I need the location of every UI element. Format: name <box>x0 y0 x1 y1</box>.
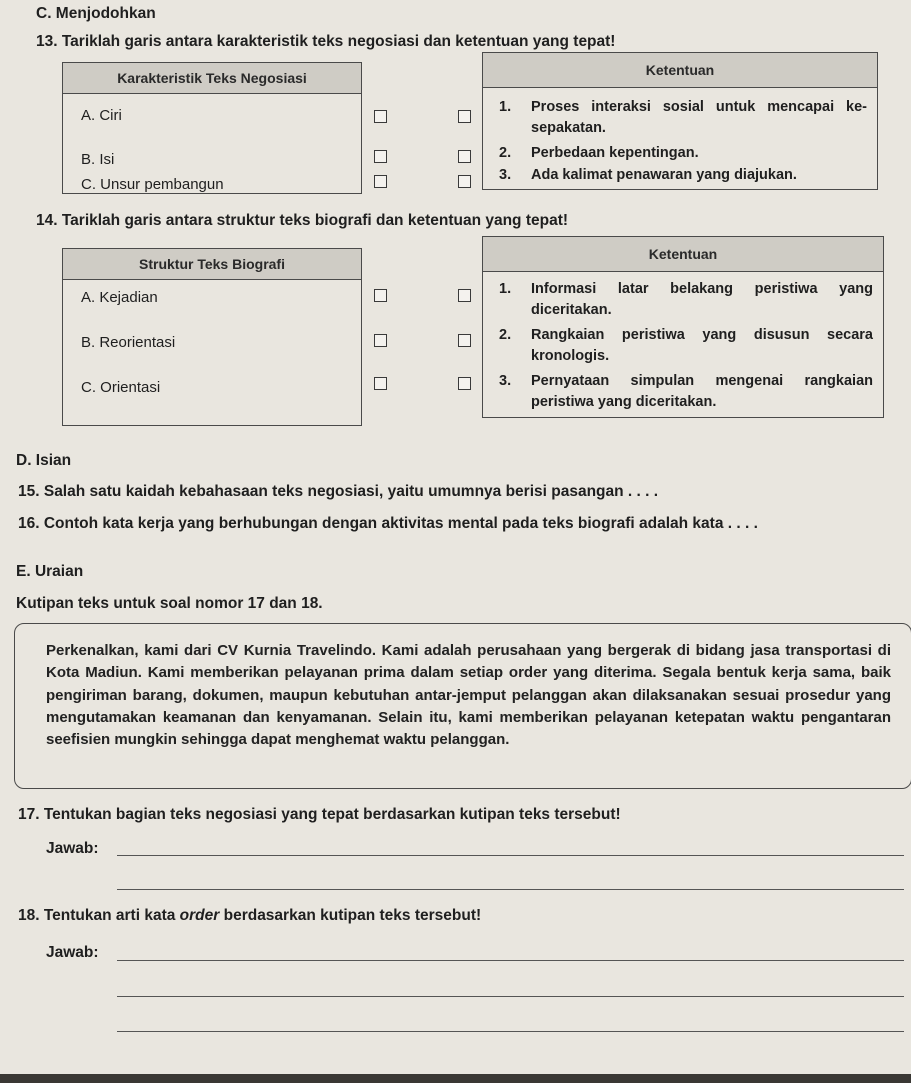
section-d-heading: D. Isian <box>16 452 72 469</box>
q13-left-item: B. Isi <box>81 151 115 168</box>
q14-left-item: A. Kejadian <box>81 289 158 306</box>
question-18: 18. Tentukan arti kata order berdasarkan kutipan teks tersebut! <box>18 907 482 924</box>
passage-text: Perkenalkan, kami dari CV Kurnia Travelindo. Kami adalah perusahaan yang bergerak di bidang jasa transportasi di Kota Madiun. Kami memberikan pelayanan prima dalam setiap order yang diterima. Segala bentuk kerja sama, baik pengiriman barang, dokumen, maupun kebutuhan antar-jemput pelanggan akan dilaksanakan sesuai prosedur yang mengutamakan keamanan dan kenyamanan. Selain itu, kami memberikan pelayanan ketepatan waktu pengantaran seefisien mungkin sehingga dapat menghemat waktu pelanggan. <box>46 642 891 749</box>
answer-line-18b[interactable] <box>117 996 904 997</box>
answer-line-18c[interactable] <box>117 1031 904 1032</box>
q14-right-table <box>482 236 884 418</box>
q14-left-item: B. Reorientasi <box>81 334 176 351</box>
q14-left-checkbox-c[interactable] <box>374 377 387 390</box>
q14-left-checkbox-b[interactable] <box>374 334 387 347</box>
kutipan-title: Kutipan teks untuk soal nomor 17 dan 18. <box>16 595 323 612</box>
section-c-heading: C. Menjodohkan <box>36 5 156 22</box>
answer-line-17b[interactable] <box>117 889 904 890</box>
q13-right-table <box>482 52 878 190</box>
question-16: 16. Contoh kata kerja yang berhubungan dengan aktivitas mental pada teks biografi adalah kata . . . . <box>18 515 758 532</box>
jawab-label-18: Jawab: <box>46 944 99 961</box>
q13-right-item: 1. Proses interaksi sosial untuk mencapai ke-sepakatan. <box>499 99 867 136</box>
q13-right-header: Ketentuan <box>483 53 877 88</box>
question-13: 13. Tariklah garis antara karakteristik teks negosiasi dan ketentuan yang tepat! <box>36 33 616 50</box>
q14-right-item: 1. Informasi latar belakang peristiwa yang diceritakan. <box>499 281 873 318</box>
q14-left-checkbox-a[interactable] <box>374 289 387 302</box>
q14-left-header: Struktur Teks Biografi <box>63 249 361 280</box>
q13-left-table <box>62 62 362 194</box>
q14-right-header: Ketentuan <box>483 237 883 272</box>
answer-line-18a[interactable] <box>117 960 904 961</box>
q13-left-header: Karakteristik Teks Negosiasi <box>63 63 361 94</box>
q14-left-item: C. Orientasi <box>81 379 161 396</box>
question-14: 14. Tariklah garis antara struktur teks biografi dan ketentuan yang tepat! <box>36 212 569 229</box>
q13-left-checkbox-a[interactable] <box>374 110 387 123</box>
q14-right-item: 3. Pernyataan simpulan mengenai rangkaian peristiwa yang diceritakan. <box>499 373 873 410</box>
q13-left-checkbox-b[interactable] <box>374 150 387 163</box>
q13-right-checkbox-3[interactable] <box>458 175 471 188</box>
jawab-label-17: Jawab: <box>46 840 99 857</box>
q14-right-item: 2. Rangkaian peristiwa yang disusun secara kronologis. <box>499 327 873 364</box>
q14-right-checkbox-1[interactable] <box>458 289 471 302</box>
section-e-heading: E. Uraian <box>16 563 84 580</box>
q13-right-item: 2. Perbedaan kepentingan. <box>499 145 699 161</box>
q14-right-checkbox-3[interactable] <box>458 377 471 390</box>
q13-right-checkbox-1[interactable] <box>458 110 471 123</box>
order-word: order <box>179 907 220 924</box>
question-15: 15. Salah satu kaidah kebahasaan teks negosiasi, yaitu umumnya berisi pasangan . . . . <box>18 483 659 500</box>
q13-left-checkbox-c[interactable] <box>374 175 387 188</box>
page-bottom-shadow <box>0 1074 911 1083</box>
passage-box <box>14 623 911 789</box>
q14-left-table <box>62 248 362 426</box>
question-17: 17. Tentukan bagian teks negosiasi yang tepat berdasarkan kutipan teks tersebut! <box>18 806 621 823</box>
q14-right-checkbox-2[interactable] <box>458 334 471 347</box>
q13-left-item: A. Ciri <box>81 107 122 124</box>
answer-line-17a[interactable] <box>117 855 904 856</box>
q13-right-checkbox-2[interactable] <box>458 150 471 163</box>
q13-left-item: C. Unsur pembangun <box>81 176 224 193</box>
q13-right-item: 3. Ada kalimat penawaran yang diajukan. <box>499 167 797 183</box>
